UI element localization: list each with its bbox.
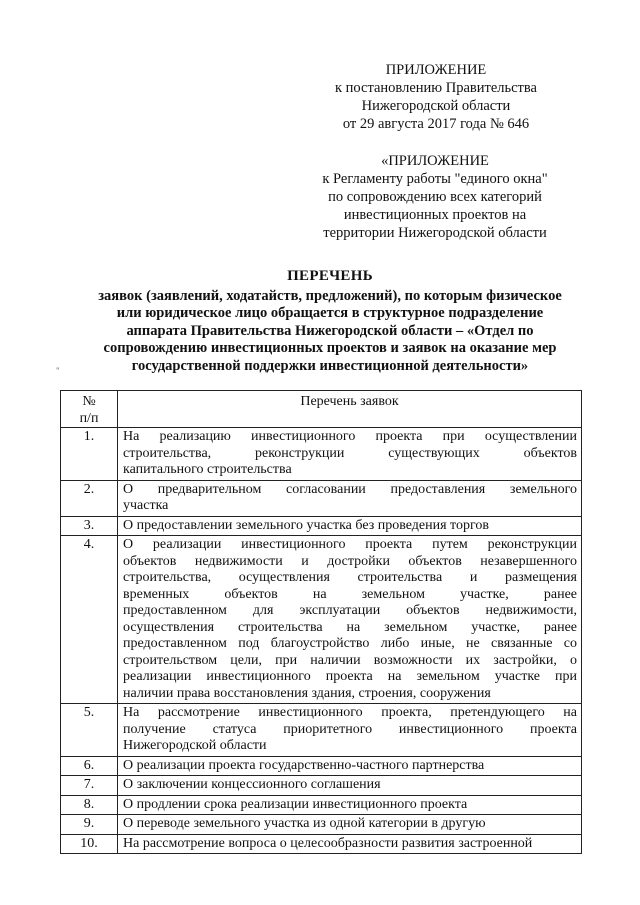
header-line: «ПРИЛОЖЕНИЕ xyxy=(381,153,489,169)
subtitle-line: государственной поддержки инвестиционной деятельности» xyxy=(131,357,529,374)
row-text-line: О реализации инвестиционного проекта путем реконструкции xyxy=(123,537,577,552)
row-text-line: предоставленном для эксплуатации объектов недвижимости, xyxy=(123,603,577,618)
applications-table xyxy=(60,390,582,854)
column-header-number-line: п/п xyxy=(79,411,99,426)
row-text-line: О предоставлении земельного участка без проведения торгов xyxy=(123,517,489,533)
table-header-row xyxy=(61,391,582,428)
row-text xyxy=(118,536,582,704)
row-number: 8. xyxy=(61,795,118,815)
row-text-line: наличии права восстановления здания, строения, сооружения xyxy=(123,685,491,701)
row-number: 5. xyxy=(61,704,118,757)
header-block-resolution xyxy=(316,61,556,133)
header-line: к постановлению Правительства xyxy=(335,80,537,96)
row-text-line: строительства, осуществления строительства и размещения xyxy=(123,570,577,585)
row-text-line: На рассмотрение вопроса о целесообразности развития застроенной xyxy=(123,835,533,851)
row-text xyxy=(118,756,582,776)
row-number: 10. xyxy=(61,834,118,854)
header-block-regulation xyxy=(300,152,570,242)
table-row xyxy=(61,815,582,835)
column-header-number xyxy=(61,391,118,428)
subtitle-line: аппарата Правительства Нижегородской области – «Отдел по xyxy=(126,322,534,339)
row-number: 2. xyxy=(61,480,118,516)
table-row xyxy=(61,428,582,481)
table-row xyxy=(61,776,582,796)
row-text xyxy=(118,704,582,757)
row-text-line: предоставленном под благоустройство либо иные, не связанные со xyxy=(123,636,577,651)
row-text xyxy=(118,428,582,481)
document-subtitle xyxy=(40,288,620,376)
header-line: Нижегородской области xyxy=(361,98,511,114)
row-text-line: строительством цели, при наличии возможности их застройки, о xyxy=(123,652,577,668)
row-text xyxy=(118,516,582,536)
row-text-line: На рассмотрение инвестиционного проекта, претендующего на xyxy=(123,705,577,720)
table-row xyxy=(61,834,582,854)
row-text-line: Нижегородской области xyxy=(123,738,267,753)
row-text-line: О продлении срока реализации инвестиционного проекта xyxy=(123,796,468,812)
scan-mark: " xyxy=(56,366,60,376)
applications-table-wrap xyxy=(60,390,581,854)
row-text-line: участка xyxy=(123,498,169,513)
row-text-line: На реализацию инвестиционного проекта при осуществлении xyxy=(123,429,577,444)
table-row xyxy=(61,704,582,757)
row-text xyxy=(118,815,582,835)
header-line: ПРИЛОЖЕНИЕ xyxy=(385,62,487,78)
header-line: к Регламенту работы "единого окна" xyxy=(322,171,548,187)
row-text xyxy=(118,795,582,815)
document-title: ПЕРЕЧЕНЬ xyxy=(287,268,373,284)
subtitle-line: заявок (заявлений, ходатайств, предложений), по которым физическое xyxy=(98,287,562,304)
column-header-list: Перечень заявок xyxy=(118,391,582,428)
row-text-line: осуществления строительства на земельном участке, ранее xyxy=(123,619,577,635)
row-number: 4. xyxy=(61,536,118,704)
row-text xyxy=(118,776,582,796)
row-text-line: получение статуса приоритетного инвестиционного проекта xyxy=(123,721,577,737)
table-row xyxy=(61,756,582,776)
header-line: территории Нижегородской области xyxy=(323,225,547,241)
row-text xyxy=(118,480,582,516)
row-number: 9. xyxy=(61,815,118,835)
subtitle-line: сопровождению инвестиционных проектов и заявок на оказание мер xyxy=(103,340,557,356)
header-line: инвестиционных проектов на xyxy=(343,207,527,223)
row-text-line: О предварительном согласовании предоставления земельного xyxy=(123,481,577,497)
table-row xyxy=(61,536,582,704)
row-number: 7. xyxy=(61,776,118,796)
column-header-number-line: № xyxy=(82,394,96,409)
row-number: 6. xyxy=(61,756,118,776)
table-row xyxy=(61,795,582,815)
row-text-line: О реализации проекта государственно-частного партнерства xyxy=(123,757,485,773)
header-line: по сопровождению всех категорий xyxy=(328,189,542,205)
row-text-line: О заключении концессионного соглашения xyxy=(123,777,381,792)
table-row xyxy=(61,516,582,536)
row-number: 3. xyxy=(61,516,118,536)
header-line: от 29 августа 2017 года № 646 xyxy=(342,116,530,132)
row-text-line: реализации инвестиционного проекта на земельном участке при xyxy=(123,669,577,684)
document-title-block xyxy=(40,268,620,375)
row-text-line: О переводе земельного участка из одной категории в другую xyxy=(123,816,486,831)
row-number: 1. xyxy=(61,428,118,481)
table-row xyxy=(61,480,582,516)
row-text-line: объектов недвижимости и достройки объектов незавершенного xyxy=(123,553,577,569)
row-text-line: строительства, реконструкции существующих объектов xyxy=(123,445,577,461)
row-text xyxy=(118,834,582,854)
row-text-line: капитального строительства xyxy=(123,462,292,477)
row-text-line: временных объектов на земельном участке, ранее xyxy=(123,586,577,602)
subtitle-line: или юридическое лицо обращается в структурное подразделение xyxy=(116,305,544,321)
